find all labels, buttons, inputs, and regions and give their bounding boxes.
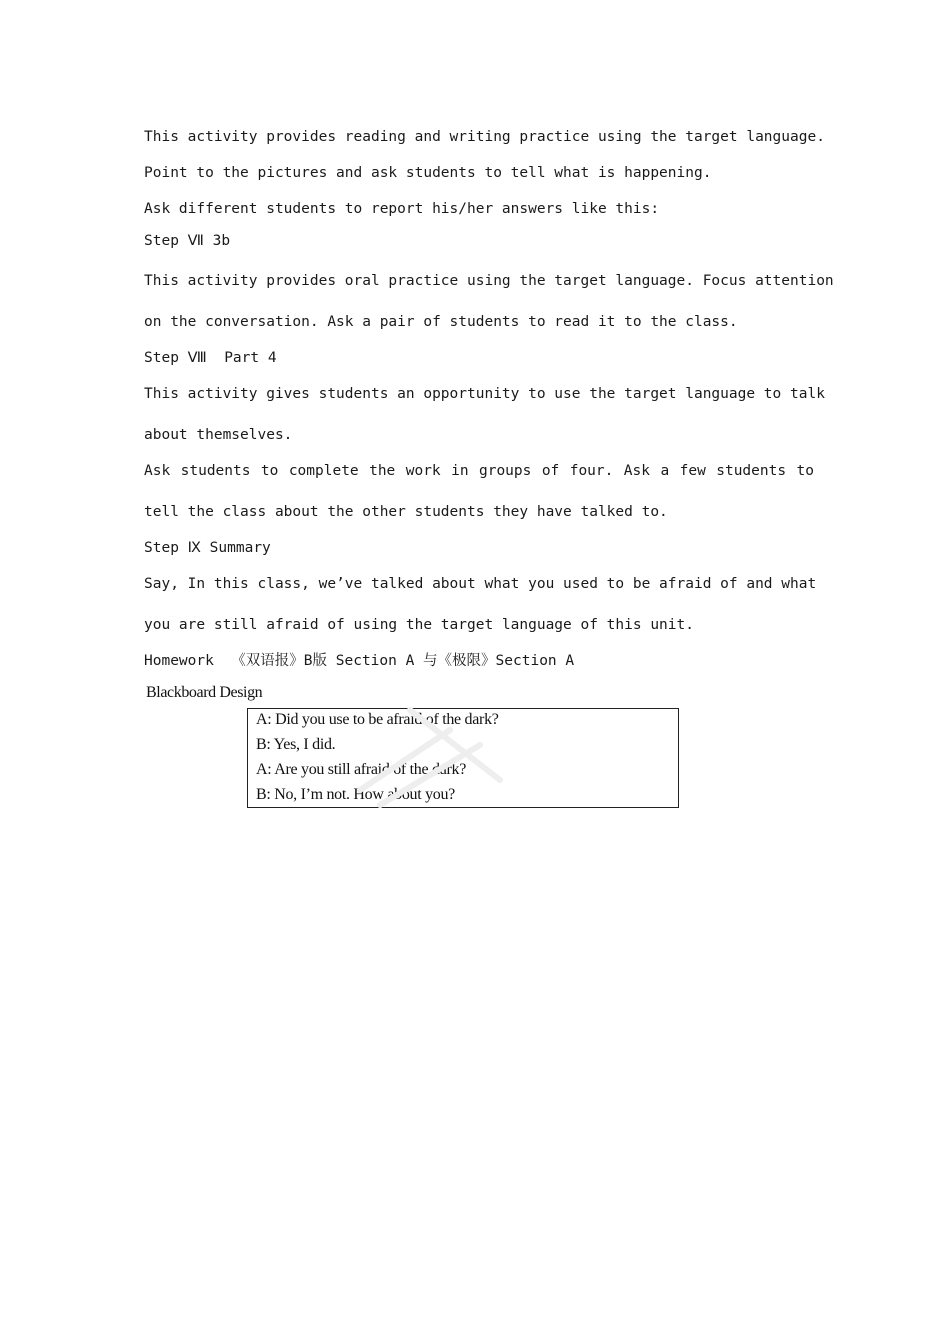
paragraph-line: This activity provides oral practice using the target language. Focus attention — [144, 273, 834, 289]
dialogue-line: B: No, I’m not. How about you? — [256, 786, 455, 803]
paragraph-line: Ask students to complete the work in groups of four. Ask a few students to — [144, 463, 814, 479]
dialogue-line: B: Yes, I did. — [256, 736, 336, 753]
blackboard-box — [247, 708, 679, 808]
paragraph-line: Point to the pictures and ask students to tell what is happening. — [144, 165, 712, 181]
dialogue-line: A: Did you use to be afraid of the dark? — [256, 711, 499, 728]
step-heading: Step Ⅷ Part 4 — [144, 350, 277, 366]
blackboard-heading: Blackboard Design — [146, 684, 263, 701]
paragraph-line: you are still afraid of using the target language of this unit. — [144, 617, 694, 633]
dialogue-line: A: Are you still afraid of the dark? — [256, 761, 467, 778]
paragraph-line: about themselves. — [144, 427, 293, 443]
paragraph-line: This activity gives students an opportunity to use the target language to talk — [144, 386, 825, 402]
paragraph-line: Ask different students to report his/her answers like this: — [144, 201, 660, 217]
paragraph-line: on the conversation. Ask a pair of students to read it to the class. — [144, 314, 738, 330]
paragraph-line: Say, In this class, we’ve talked about what you used to be afraid of and what — [144, 576, 817, 592]
paragraph-line: This activity provides reading and writing practice using the target language. — [144, 129, 825, 145]
step-heading: Step Ⅶ 3b — [144, 233, 231, 249]
paragraph-line: tell the class about the other students they have talked to. — [144, 504, 668, 520]
step-heading: Step Ⅸ Summary — [144, 540, 271, 556]
homework-line: Homework 《双语报》B版 Section A 与《极限》Section A — [144, 653, 575, 669]
